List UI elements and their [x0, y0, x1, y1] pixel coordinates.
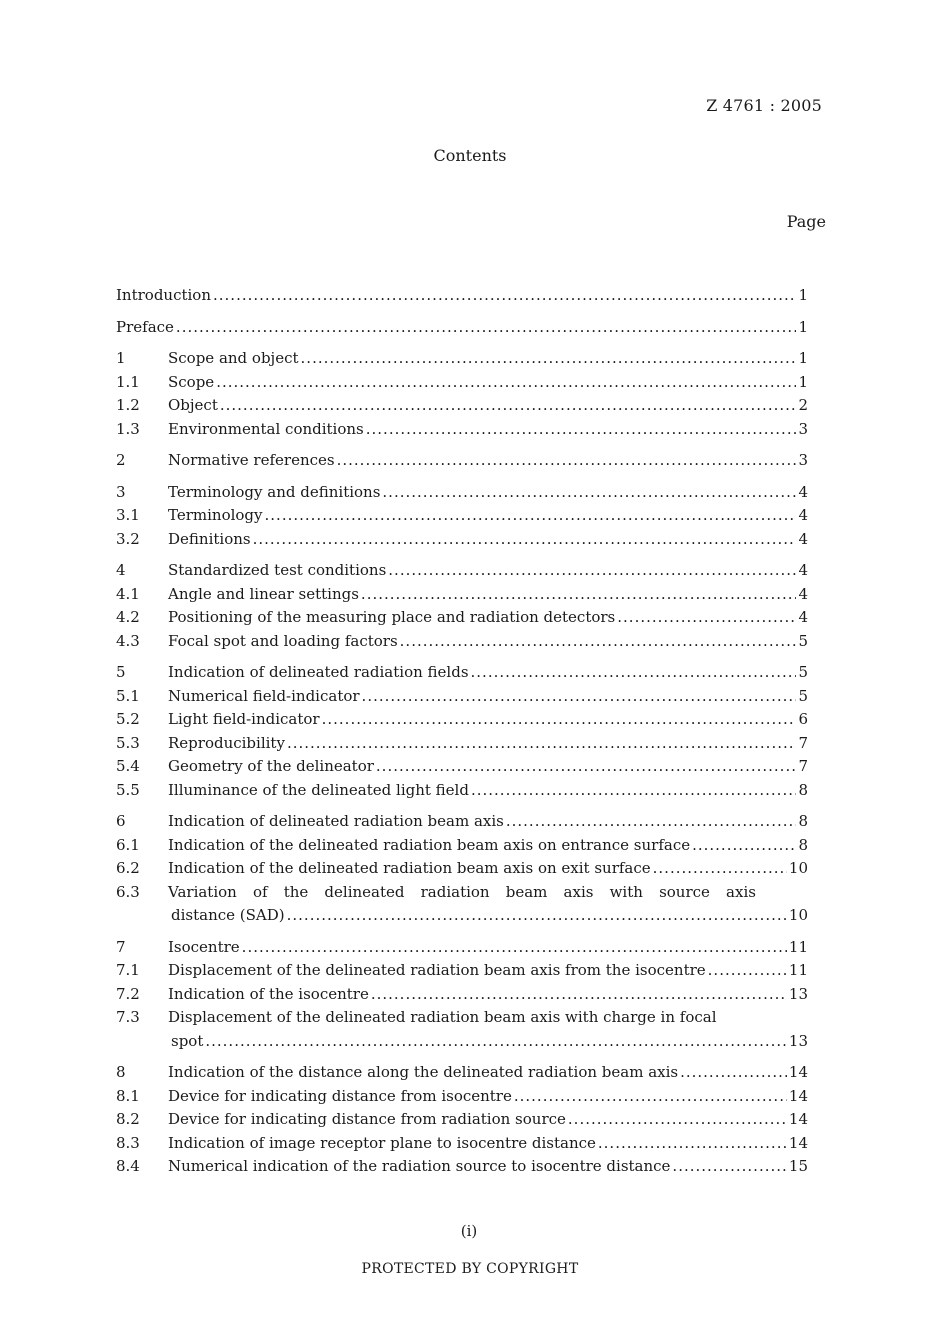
toc-group-1 [116, 347, 808, 441]
toc-group-preface [116, 316, 808, 340]
toc-label: Normative references [168, 451, 335, 469]
toc-number: 5.2 [116, 710, 140, 728]
toc-page: 4 [798, 482, 808, 501]
toc-number: 2 [116, 451, 126, 469]
toc-word: beam [505, 882, 548, 901]
toc-number: 5.3 [116, 733, 140, 752]
toc-group-2 [116, 449, 808, 473]
toc-number: 6.3 [116, 882, 140, 901]
toc-word: radiation [420, 882, 490, 901]
toc-entry-6-1[interactable] [116, 834, 808, 858]
toc-number: 3 [116, 482, 126, 501]
toc-number: 5.1 [116, 686, 140, 705]
toc-number: 4.1 [116, 584, 140, 603]
toc-label: Indication of the isocentre [168, 984, 369, 1003]
toc-page: 1 [798, 317, 808, 336]
toc-entry-8-3[interactable] [116, 1132, 808, 1156]
toc-label: Focal spot and loading factors [168, 631, 398, 650]
toc-leader [506, 810, 796, 834]
toc-leader [242, 936, 787, 960]
toc-leader [213, 284, 796, 308]
toc-leader [672, 1155, 786, 1179]
toc-page: 5 [798, 663, 808, 681]
toc-leader [366, 418, 796, 442]
toc-entry-preface[interactable] [116, 316, 808, 340]
toc-leader [322, 708, 796, 732]
toc-label: Indication of the distance along the delineated radiation beam axis [168, 1063, 679, 1081]
toc-number: 1 [116, 349, 126, 367]
toc-entry-4[interactable] [116, 559, 808, 583]
toc-number: 6.1 [116, 835, 140, 854]
toc-page: 5 [798, 631, 808, 650]
toc-entry-3-1[interactable] [116, 504, 808, 528]
toc-page: 14 [788, 1086, 808, 1105]
toc-leader [382, 481, 796, 505]
toc-group-introduction [116, 284, 808, 308]
toc-entry-3-2[interactable] [116, 528, 808, 552]
toc-number: 3.2 [116, 529, 140, 548]
toc-label: Angle and linear settings [168, 584, 359, 603]
toc-entry-5-3[interactable] [116, 732, 808, 756]
toc-leader [376, 755, 796, 779]
toc-word: axis [726, 882, 756, 901]
toc-number: 4.2 [116, 608, 140, 626]
toc-leader [471, 661, 796, 685]
toc-entry-2[interactable] [116, 449, 808, 473]
toc-number: 7.3 [116, 1008, 140, 1026]
toc-label: Device for indicating distance from isocentre [168, 1086, 512, 1105]
toc-number: 7.1 [116, 961, 140, 979]
toc-page: 8 [798, 835, 808, 854]
toc-group-4 [116, 559, 808, 653]
toc-leader [617, 606, 796, 630]
toc-page: 14 [788, 1133, 808, 1152]
toc-group-6 [116, 810, 808, 928]
toc-label: Indication of delineated radiation beam axis [168, 812, 504, 830]
toc-page: 4 [798, 529, 808, 548]
toc-page: 4 [798, 561, 808, 579]
contents-title: Contents [433, 146, 507, 165]
toc-label: Indication of the delineated radiation beam axis on exit surface [168, 859, 651, 877]
toc-page: 8 [798, 812, 808, 830]
toc-page: 4 [798, 506, 808, 524]
toc-label: Device for indicating distance from radiation source [168, 1110, 566, 1128]
toc-leader [361, 583, 796, 607]
toc-number: 8.3 [116, 1133, 140, 1152]
page-number: (i) [460, 1222, 478, 1240]
toc-number: 4.3 [116, 631, 140, 650]
toc-leader [653, 857, 787, 881]
toc-label: Indication of the delineated radiation beam axis on entrance surface [168, 835, 691, 854]
toc-number: 1.2 [116, 396, 140, 414]
toc-number: 6.2 [116, 859, 140, 877]
toc-entry-6-2[interactable] [116, 857, 808, 881]
toc-number: 7 [116, 937, 126, 956]
toc-page: 10 [788, 906, 808, 924]
toc-entry-3[interactable] [116, 481, 808, 505]
toc-entry-7-3-line2[interactable] [116, 1030, 808, 1054]
toc-page: 7 [798, 733, 808, 752]
toc-label: Isocentre [168, 937, 240, 956]
toc-number: 1.3 [116, 419, 140, 438]
toc-number: 1.1 [116, 372, 140, 391]
toc-entry-4-3[interactable] [116, 630, 808, 654]
toc-label: Displacement of the delineated radiation beam axis with charge in focal [168, 1008, 717, 1026]
toc-label: Reproducibility [168, 733, 285, 752]
toc-label: Terminology [168, 506, 263, 524]
toc-page: 6 [798, 710, 808, 728]
toc-leader [692, 834, 796, 858]
toc-entry-6[interactable] [116, 810, 808, 834]
toc-label: Indication of delineated radiation fields [168, 663, 469, 681]
toc-page: 14 [788, 1063, 808, 1081]
toc-leader [471, 779, 796, 803]
toc-page: 4 [798, 608, 808, 626]
toc-word: of [252, 882, 268, 901]
toc-group-3 [116, 481, 808, 552]
toc-entry-5-1[interactable] [116, 685, 808, 709]
toc-label-justified [168, 881, 756, 905]
toc-entry-1-3[interactable] [116, 418, 808, 442]
toc-label: spot [171, 1031, 204, 1050]
toc-page: 10 [788, 859, 808, 877]
toc-entry-6-3-line1[interactable] [116, 881, 808, 905]
toc-leader [287, 732, 796, 756]
toc-entry-5[interactable] [116, 661, 808, 685]
toc-entry-8-1[interactable] [116, 1085, 808, 1109]
toc-entry-1-1[interactable] [116, 371, 808, 395]
toc-page: 2 [798, 396, 808, 414]
toc-entry-7-1[interactable] [116, 959, 808, 983]
toc-number: 8.2 [116, 1110, 140, 1128]
toc-leader [176, 316, 796, 340]
toc-word: the [283, 882, 309, 901]
toc-label: Introduction [116, 286, 211, 304]
toc-number: 3.1 [116, 506, 140, 524]
toc-page: 1 [798, 286, 808, 304]
toc-entry-7[interactable] [116, 936, 808, 960]
toc-label: Geometry of the delineator [168, 757, 374, 775]
toc-entry-4-1[interactable] [116, 583, 808, 607]
toc-word: with [609, 882, 643, 901]
toc-page: 3 [798, 419, 808, 438]
toc-label: Scope [168, 372, 215, 391]
toc-leader [598, 1132, 787, 1156]
toc-leader [205, 1030, 787, 1054]
toc-entry-8-4[interactable] [116, 1155, 808, 1179]
toc-number: 8.1 [116, 1086, 140, 1105]
toc-entry-1-2[interactable] [116, 394, 808, 418]
toc-leader [287, 904, 787, 928]
toc-leader [400, 630, 796, 654]
toc-entry-5-2[interactable] [116, 708, 808, 732]
toc-entry-8-2[interactable] [116, 1108, 808, 1132]
toc-leader [514, 1085, 787, 1109]
toc-word: Variation [168, 882, 237, 901]
toc-label: Numerical field-indicator [168, 686, 360, 705]
toc-label: Scope and object [168, 349, 299, 367]
toc-label: Numerical indication of the radiation source to isocentre distance [168, 1157, 671, 1175]
toc-group-5 [116, 661, 808, 802]
toc-page: 5 [798, 686, 808, 705]
toc-number: 4 [116, 561, 126, 579]
table-of-contents [116, 284, 808, 1187]
copyright-notice: PROTECTED BY COPYRIGHT [361, 1261, 579, 1277]
toc-page: 13 [788, 1031, 808, 1050]
toc-number: 5 [116, 663, 126, 681]
toc-label: Terminology and definitions [168, 482, 381, 501]
toc-entry-7-3-line1[interactable] [116, 1006, 808, 1030]
toc-label: Definitions [168, 529, 251, 548]
toc-leader [253, 528, 796, 552]
toc-entry-5-5[interactable] [116, 779, 808, 803]
toc-label: Positioning of the measuring place and radiation detectors [168, 608, 616, 626]
toc-page: 3 [798, 451, 808, 469]
toc-word: axis [563, 882, 594, 901]
toc-entry-4-2[interactable] [116, 606, 808, 630]
toc-label: Environmental conditions [168, 419, 364, 438]
toc-label: Illuminance of the delineated light field [168, 780, 469, 799]
toc-page: 13 [788, 984, 808, 1003]
toc-label: Preface [116, 317, 174, 336]
toc-leader [708, 959, 787, 983]
toc-page: 8 [798, 780, 808, 799]
toc-number: 5.4 [116, 757, 140, 775]
toc-entry-5-4[interactable] [116, 755, 808, 779]
toc-leader [388, 559, 796, 583]
toc-label: Object [168, 396, 218, 414]
toc-label: Displacement of the delineated radiation beam axis from the isocentre [168, 961, 706, 979]
standard-number: Z 4761 : 2005 [706, 96, 822, 115]
toc-label: Indication of image receptor plane to isocentre distance [168, 1133, 596, 1152]
toc-leader [301, 347, 796, 371]
toc-leader [265, 504, 796, 528]
toc-page: 7 [798, 757, 808, 775]
toc-leader [337, 449, 796, 473]
toc-page: 14 [788, 1110, 808, 1128]
toc-group-8 [116, 1061, 808, 1179]
toc-entry-6-3-line2[interactable] [116, 904, 808, 928]
toc-number: 6 [116, 812, 126, 830]
toc-leader [568, 1108, 787, 1132]
toc-page: 11 [788, 961, 808, 979]
toc-entry-1[interactable] [116, 347, 808, 371]
toc-label: Standardized test conditions [168, 561, 387, 579]
toc-entry-7-2[interactable] [116, 983, 808, 1007]
toc-group-7 [116, 936, 808, 1054]
toc-page: 1 [798, 349, 808, 367]
toc-word: source [659, 882, 710, 901]
toc-page: 11 [788, 937, 808, 956]
toc-entry-introduction[interactable] [116, 284, 808, 308]
toc-entry-8[interactable] [116, 1061, 808, 1085]
toc-leader [362, 685, 796, 709]
page-column-heading: Page [786, 212, 826, 231]
toc-number: 5.5 [116, 780, 140, 799]
toc-leader [371, 983, 787, 1007]
toc-number: 7.2 [116, 984, 140, 1003]
toc-page: 4 [798, 584, 808, 603]
toc-label: Light field-indicator [168, 710, 320, 728]
toc-page: 1 [798, 372, 808, 391]
toc-word: delineated [324, 882, 405, 901]
toc-leader [216, 371, 796, 395]
toc-number: 8 [116, 1063, 126, 1081]
toc-page: 15 [788, 1157, 808, 1175]
toc-leader [680, 1061, 787, 1085]
toc-leader [220, 394, 796, 418]
toc-label: distance (SAD) [171, 906, 285, 924]
toc-number: 8.4 [116, 1157, 140, 1175]
